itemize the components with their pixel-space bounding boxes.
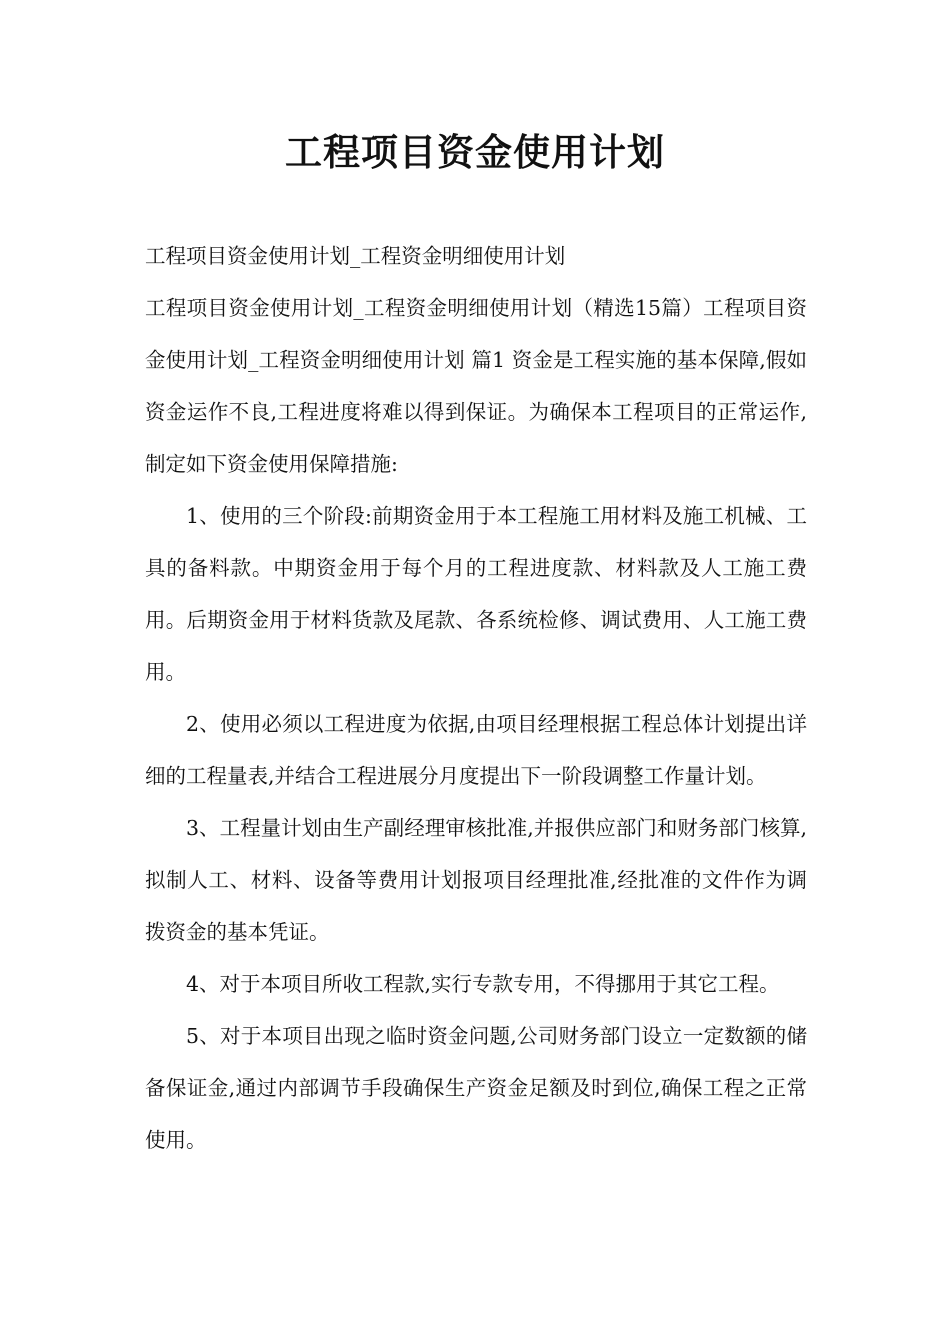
point-paragraph-4: 4、对于本项目所收工程款,实行专款专用，不得挪用于其它工程。 — [186, 972, 780, 996]
document-body — [145, 230, 807, 1166]
point-paragraph-5: 5、对于本项目出现之临时资金问题,公司财务部门设立一定数额的储备保证金,通过内部调节手段确保生产资金足额及时到位,确保工程之正常使用。 — [145, 1024, 807, 1152]
point-paragraph-3: 3、工程量计划由生产副经理审核批准,并报供应部门和财务部门核算,拟制人工、材料、设备等费用计划报项目经理批准,经批准的文件作为调拨资金的基本凭证。 — [145, 816, 807, 944]
point-paragraph-2: 2、使用必须以工程进度为依据,由项目经理根据工程总体计划提出详细的工程量表,并结合工程进展分月度提出下一阶段调整工作量计划。 — [145, 712, 807, 788]
document-title: 工程项目资金使用计划 — [285, 131, 665, 174]
intro-paragraph: 工程项目资金使用计划_工程资金明细使用计划（精选15篇）工程项目资金使用计划_工程资金明细使用计划 篇1 资金是工程实施的基本保障,假如资金运作不良,工程进度将难以得到保证。为确保本工程项目的正常运作,制定如下资金使用保障措施: — [145, 296, 807, 476]
point-paragraph-1: 1、使用的三个阶段:前期资金用于本工程施工用材料及施工机械、工具的备料款。中期资金用于每个月的工程进度款、材料款及人工施工费用。后期资金用于材料货款及尾款、各系统检修、调试费用、人工施工费用。 — [145, 504, 807, 684]
subtitle-paragraph: 工程项目资金使用计划_工程资金明细使用计划 — [145, 244, 566, 268]
